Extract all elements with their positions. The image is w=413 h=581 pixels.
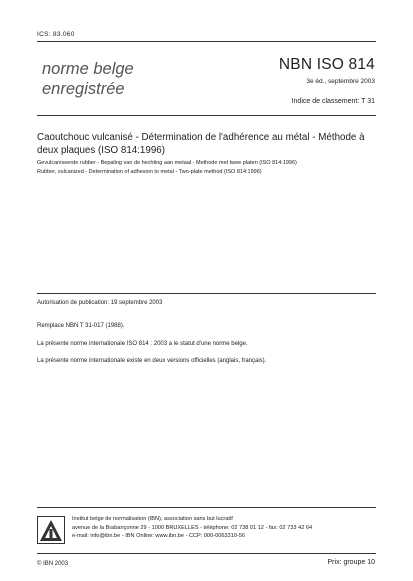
- status-note-1: La présente norme internationale ISO 814 : 2003 a le statut d'une norme belge.: [37, 341, 248, 347]
- footer-rule: [37, 507, 376, 508]
- address-line-3: e-mail: info@ibn.be - IBN Online: www.ibn.be - CCP: 000-0063310-56: [72, 533, 245, 540]
- title-french: Caoutchouc vulcanisé - Détermination de l'adhérence au métal - Méthode à deux plaques (ISO 814:1996): [37, 132, 365, 156]
- replaces-note: Remplace NBN T 31-017 (1988).: [37, 323, 125, 329]
- classification-index: Indice de classement: T 31: [291, 98, 375, 105]
- address-line-1: Institut belge de normalisation (IBN), association sans but lucratif: [72, 516, 233, 522]
- ics-code: ICS: 83.060: [37, 31, 75, 38]
- ibn-logo-icon: [37, 516, 65, 544]
- ibn-address: [72, 515, 312, 541]
- norme-belge-label: [42, 59, 134, 99]
- price-group: Prix: groupe 10: [327, 559, 375, 566]
- address-line-2: avenue de la Brabançonne 29 - 1000 BRUXELLES - téléphone: 02 738 01 12 - fax: 02 733 42 64: [72, 524, 313, 531]
- title-dutch: Gevulcaniseerde rubber - Bepaling van de hechting aan metaal - Methode met twee platen (ISO 814:1996): [37, 160, 297, 166]
- title-english: Rubber, vulcanized - Determination of adhesion to metal - Two-plate method (ISO 814:1996): [37, 169, 262, 175]
- norme-line-1: norme belge: [42, 60, 134, 78]
- publication-authorization: Autorisation de publication: 19 septembre 2003: [37, 300, 163, 306]
- standard-id: NBN ISO 814: [278, 56, 375, 73]
- norme-line-2: enregistrée: [42, 80, 125, 98]
- top-rule: [37, 41, 376, 42]
- bottom-rule: [37, 553, 376, 554]
- header-rule: [37, 115, 376, 116]
- status-note-2: La présente norme internationale existe en deux versions officielles (anglais, français).: [37, 358, 267, 364]
- middle-rule: [37, 293, 376, 294]
- copyright: © IBN 2003: [37, 561, 69, 567]
- title-block: [37, 131, 377, 177]
- edition-date: 3e éd., septembre 2003: [306, 78, 375, 85]
